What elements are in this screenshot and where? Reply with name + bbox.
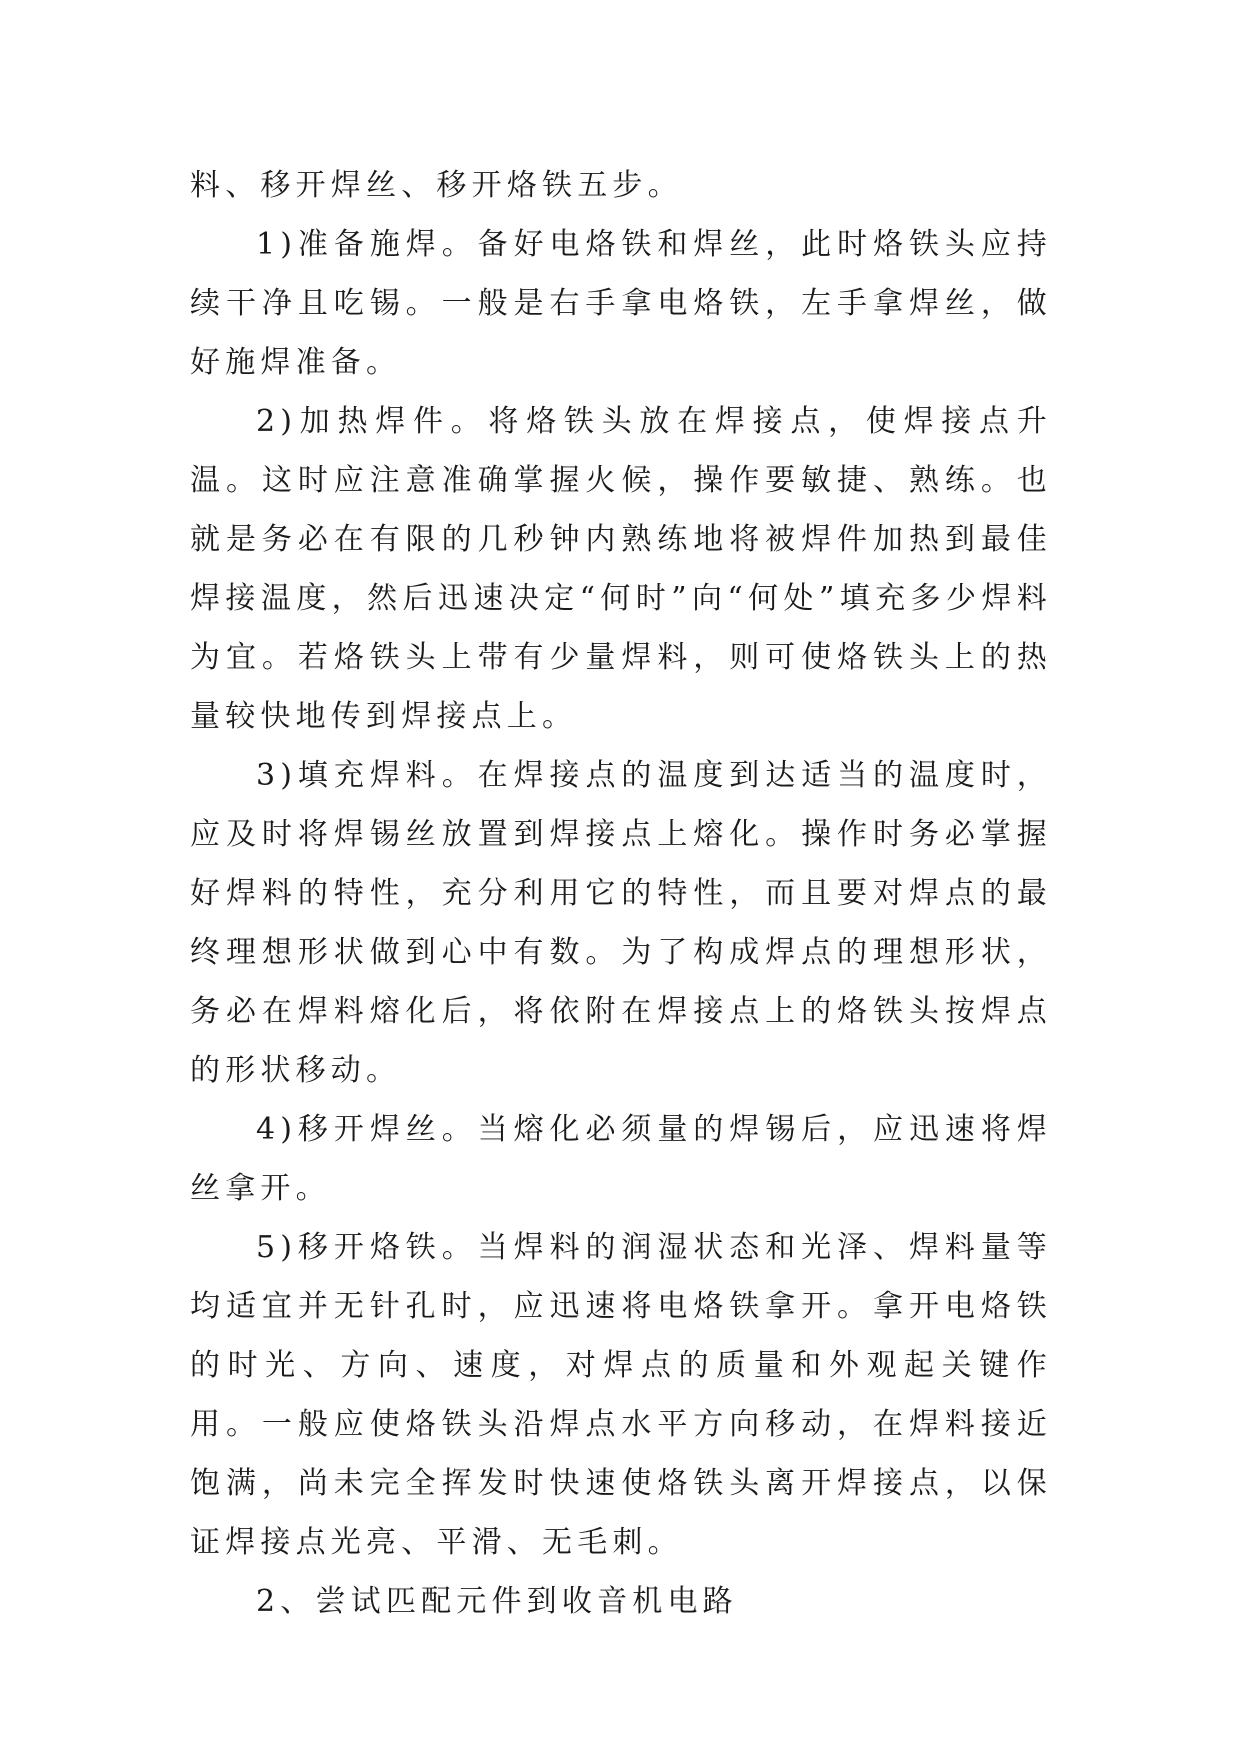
paragraph-step-3-fill: 3)填充焊料。在焊接点的温度到达适当的温度时，应及时将焊锡丝放置到焊接点上熔化。操作时务必掌握好焊料的特性，充分利用它的特性，而且要对焊点的最终理想形状做到心中有数。为了构成焊点的理想形状，务必在焊料熔化后，将依附在焊接点上的烙铁头按焊点的形状移动。 [190, 758, 1052, 1088]
section-heading: 2、尝试匹配元件到收音机电路 [256, 1584, 738, 1619]
paragraph-step-4-remove-wire: 4)移开焊丝。当熔化必须量的焊锡后，应迅速将焊丝拿开。 [190, 1112, 1052, 1206]
document-body [190, 156, 1052, 1631]
paragraph-step-1-prepare: 1)准备施焊。备好电烙铁和焊丝，此时烙铁头应持续干净且吃锡。一般是右手拿电烙铁，左手拿焊丝，做好施焊准备。 [190, 227, 1052, 380]
paragraph-continuation: 料、移开焊丝、移开烙铁五步。 [190, 168, 683, 203]
paragraph-step-2-heat: 2)加热焊件。将烙铁头放在焊接点，使焊接点升温。这时应注意准确掌握火候，操作要敏捷、熟练。也就是务必在有限的几秒钟内熟练地将被焊件加热到最佳焊接温度，然后迅速决定“何时”向“何处”填充多少焊料为宜。若烙铁头上带有少量焊料，则可使烙铁头上的热量较快地传到焊接点上。 [190, 404, 1053, 734]
paragraph-step-5-remove-iron: 5)移开烙铁。当焊料的润湿状态和光泽、焊料量等均适宜并无针孔时，应迅速将电烙铁拿开。拿开电烙铁的时光、方向、速度，对焊点的质量和外观起关键作用。一般应使烙铁头沿焊点水平方向移动，在焊料接近饱满，尚未完全挥发时快速使烙铁头离开焊接点，以保证焊接点光亮、平滑、无毛刺。 [190, 1230, 1052, 1560]
